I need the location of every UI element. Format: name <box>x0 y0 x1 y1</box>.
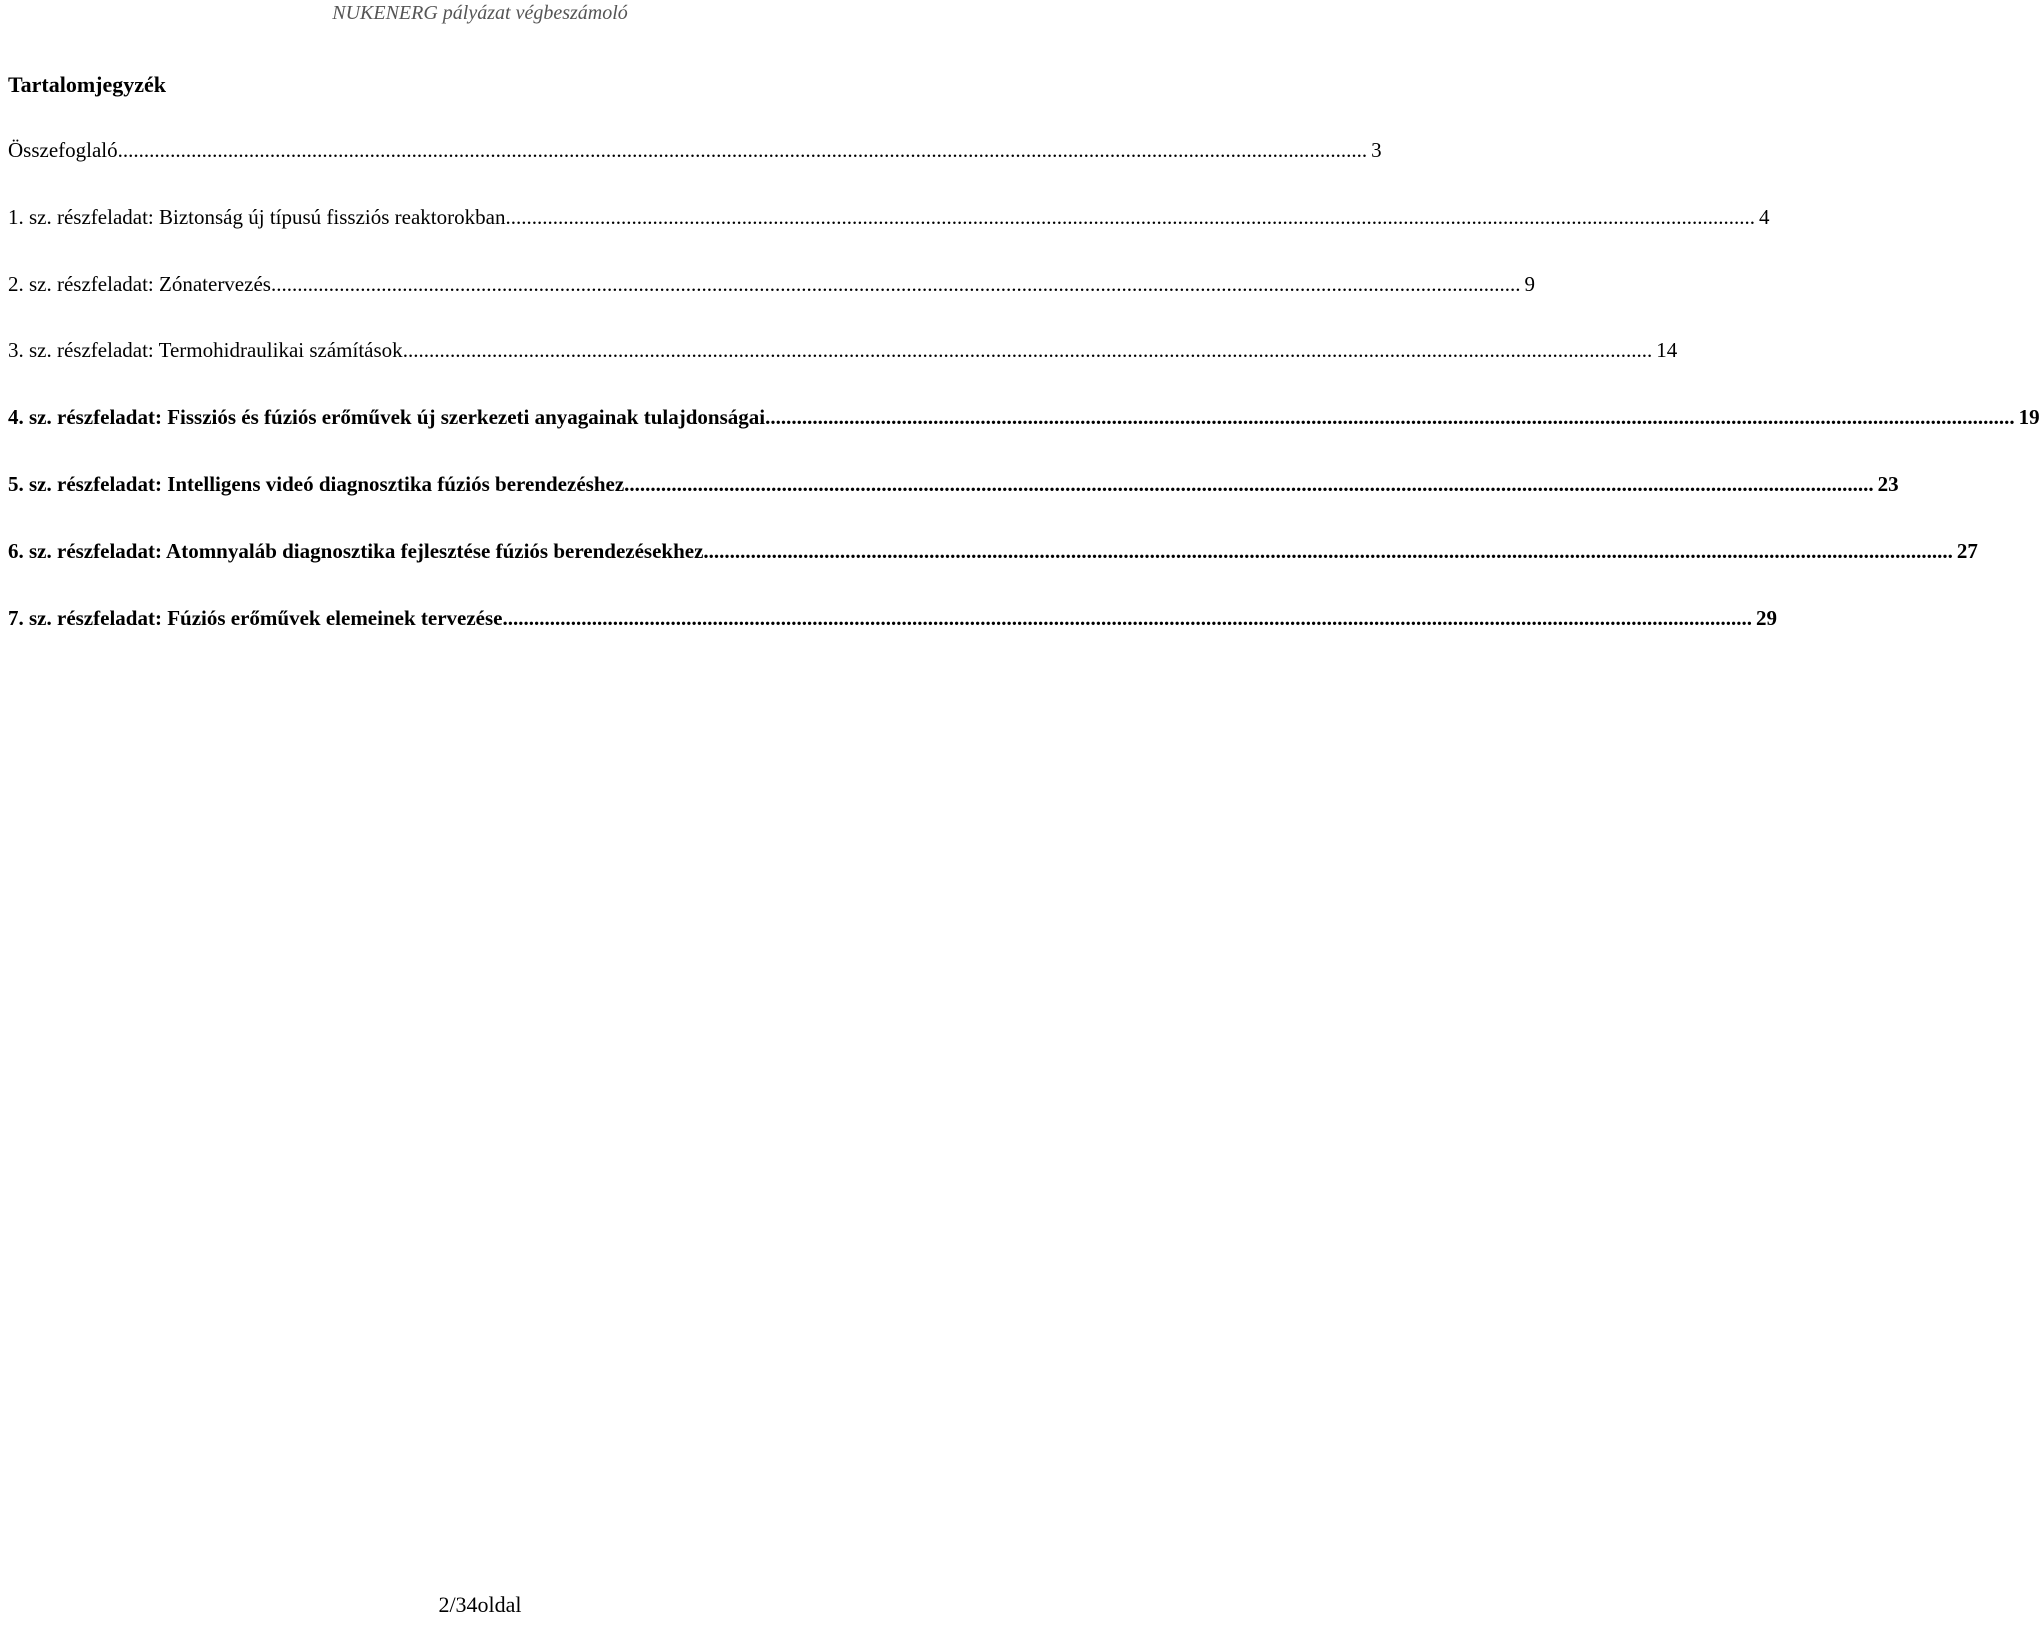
table-of-contents <box>8 138 2040 672</box>
toc-entry-page: 27 <box>1956 538 1978 563</box>
toc-dot-leader <box>271 272 1521 297</box>
toc-entry-label: 6. sz. részfeladat: Atomnyaláb diagnosztika fejlesztése fúziós berendezésekhez <box>8 538 704 563</box>
toc-entry-task-7[interactable] <box>8 605 1777 636</box>
toc-dot-leader <box>624 472 1874 497</box>
toc-entry-page: 19 <box>2018 405 2040 430</box>
toc-entry-task-2[interactable] <box>8 271 1535 302</box>
toc-entry-task-4[interactable] <box>8 405 2040 435</box>
toc-entry-label: 5. sz. részfeladat: Intelligens videó diagnosztika fúziós berendezéshez <box>8 471 625 496</box>
toc-entry-label: 3. sz. részfeladat: Termohidraulikai számítások <box>8 338 403 363</box>
toc-entry-label: 4. sz. részfeladat: Fissziós és fúziós erőművek új szerkezeti anyagainak tulajdonságai <box>8 405 766 430</box>
toc-entry-page: 9 <box>1524 271 1535 296</box>
page-number-footer: 2/34oldal <box>438 1592 522 1617</box>
toc-entry-page: 4 <box>1758 204 1770 229</box>
toc-entry-label: 1. sz. részfeladat: Biztonság új típusú fissziós reaktorokban <box>8 204 506 229</box>
toc-entry-page: 29 <box>1755 605 1777 630</box>
toc-entry-task-1[interactable] <box>8 204 1770 235</box>
toc-dot-leader <box>765 405 2015 430</box>
toc-entry-page: 23 <box>1877 471 1899 496</box>
toc-title: Tartalomjegyzék <box>8 72 167 97</box>
toc-dot-leader <box>703 539 1953 564</box>
toc-dot-leader <box>118 138 1368 163</box>
toc-entry-label: Összefoglaló <box>8 138 118 162</box>
toc-entry-task-5[interactable] <box>8 471 1899 502</box>
running-header: NUKENERG pályázat végbeszámoló <box>332 2 628 24</box>
toc-entry-summary[interactable] <box>8 138 1382 168</box>
toc-entry-task-6[interactable] <box>8 538 1978 569</box>
toc-dot-leader <box>505 205 1755 230</box>
toc-dot-leader <box>502 606 1752 631</box>
toc-entry-task-3[interactable] <box>8 338 1678 368</box>
toc-dot-leader <box>403 338 1653 363</box>
toc-entry-page: 14 <box>1656 338 1678 363</box>
toc-entry-page: 3 <box>1371 138 1382 162</box>
toc-entry-label: 7. sz. részfeladat: Fúziós erőművek elemeinek tervezése <box>8 605 503 630</box>
toc-entry-label: 2. sz. részfeladat: Zónatervezés <box>8 271 271 296</box>
